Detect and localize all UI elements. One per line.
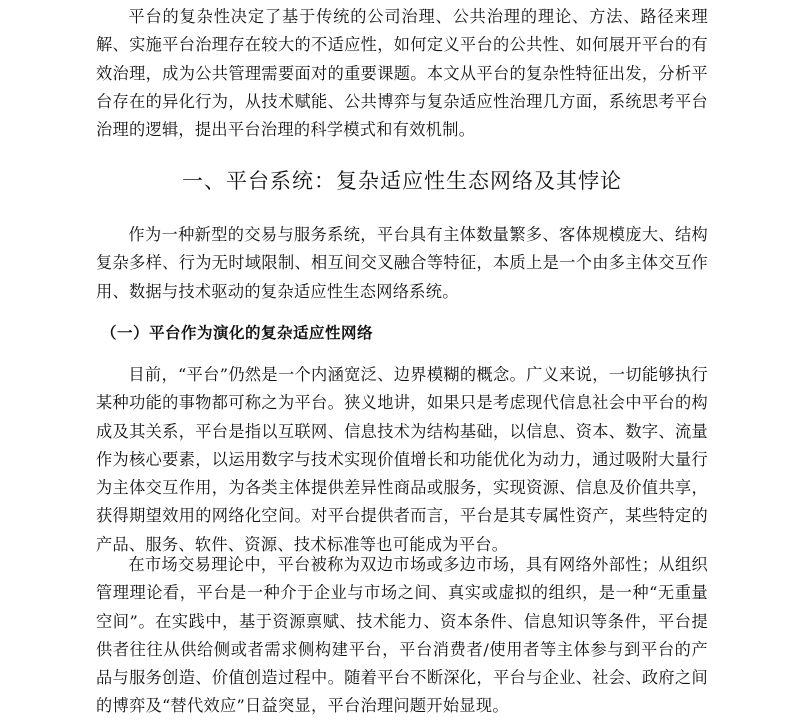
body-paragraph-market-theory: 在市场交易理论中，平台被称为双边市场或多边市场，具有网络外部性；从组织管理理论看，平台是一种介于企业与市场之间、真实或虚拟的组织，是一种“无重量空间”。在实践中，基于资源禀赋、技术能力、资本条件、信息知识等条件，平台提供者往往从供给侧或者需求侧构建平台，平台消费者/使用者等主体参与到平台的产品与服务创造、价值创造过程中。随着平台不断深化，平台与企业、社会、政府之间的博弈及“替代效应”日益突显，平台治理问题开始显现。 [96, 555, 708, 716]
subsection-heading: （一）平台作为演化的复杂适应性网络 [101, 324, 374, 342]
body-paragraph-platform-definition: 目前，“平台”仍然是一个内涵宽泛、边界模糊的概念。广义来说，一切能够执行某种功能的事物都可称之为平台。狭义地讲，如果只是考虑现代信息社会中平台的构成及其关系，平台是指以互联网、信息技术为结构基础，以信息、资本、数字、流量作为核心要素，以运用数字与技术实现价值增长和功能优化为动力，通过吸附大量行为主体交互作用，为各类主体提供差异性商品或服务，实现资源、信息及价值共享，获得期望效用的网络化空间。对平台提供者而言，平台是其专属性资产，某些特定的产品、服务、软件、资源、技术标准等也可能成为平台。 [96, 365, 708, 554]
section-paragraph: 作为一种新型的交易与服务系统，平台具有主体数量繁多、客体规模庞大、结构复杂多样、行为无时域限制、相互间交叉融合等特征，本质上是一个由多主体交互作用、数据与技术驱动的复杂适应性生态网络系统。 [96, 225, 708, 301]
intro-paragraph: 平台的复杂性决定了基于传统的公司治理、公共治理的理论、方法、路径来理解、实施平台治理存在较大的不适应性，如何定义平台的公共性、如何展开平台的有效治理，成为公共管理需要面对的重要课题。本文从平台的复杂性特征出发，分析平台存在的异化行为，从技术赋能、公共博弈与复杂适应性治理几方面，系统思考平台治理的逻辑，提出平台治理的科学模式和有效机制。 [96, 7, 708, 140]
section-heading: 一、平台系统：复杂适应性生态网络及其悖论 [182, 169, 622, 193]
